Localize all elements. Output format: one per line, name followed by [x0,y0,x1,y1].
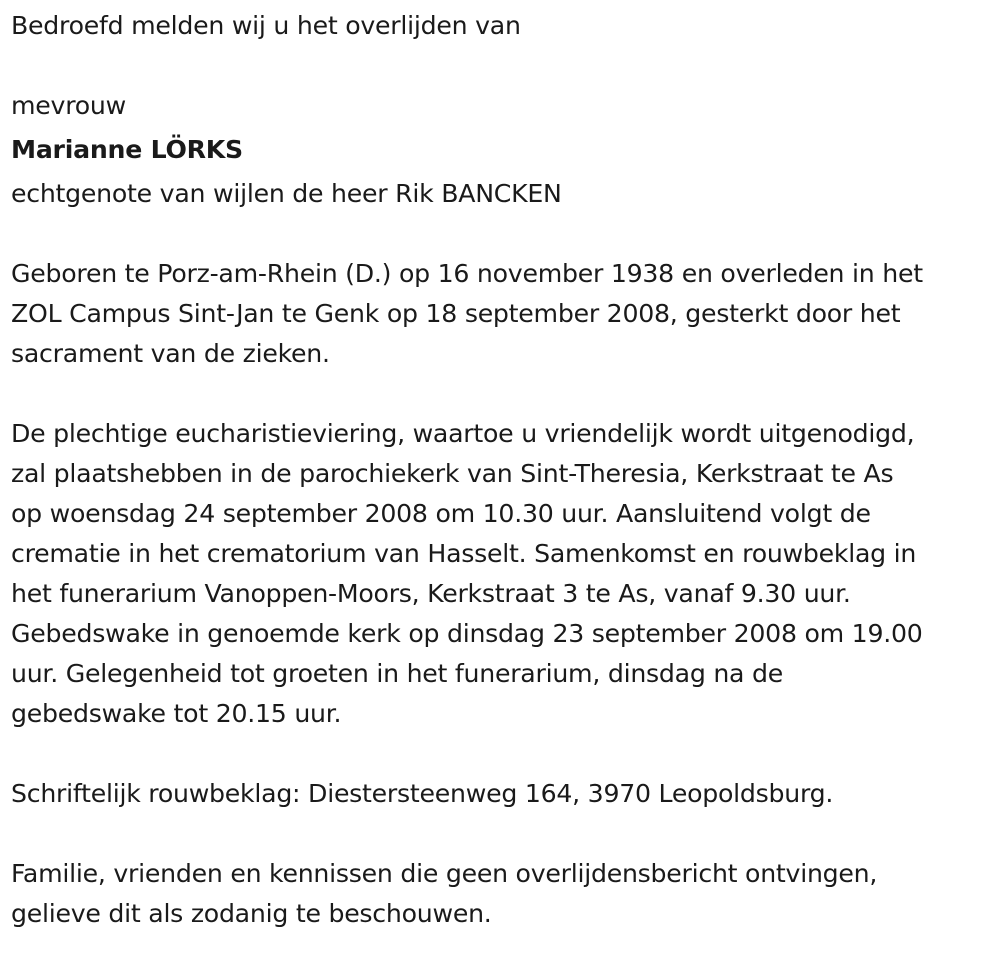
spacer [11,214,996,254]
paragraph-line: gelieve dit als zodanig te beschouwen. [11,899,492,928]
paragraph-line: gebedswake tot 20.15 uur. [11,699,342,728]
paragraph-line: De plechtige eucharistieviering, waartoe u vriendelijk wordt uitgenodigd, [11,419,915,448]
birth-paragraph [11,254,996,374]
paragraph-line: Gebedswake in genoemde kerk op dinsdag 23 september 2008 om 19.00 [11,619,923,648]
title-prefix: mevrouw [11,91,126,120]
spacer [11,46,996,86]
spacer [11,374,996,414]
paragraph-line: ZOL Campus Sint-Jan te Genk op 18 september 2008, gesterkt door het [11,299,901,328]
condolence-address: Schriftelijk rouwbeklag: Diestersteenweg 164, 3970 Leopoldsburg. [11,779,834,808]
paragraph-line: Familie, vrienden en kennissen die geen overlijdensbericht ontvingen, [11,859,878,888]
spacer [11,734,996,774]
ceremony-paragraph [11,414,996,734]
spouse-line: echtgenote van wijlen de heer Rik BANCKEN [11,179,562,208]
paragraph-line: Geboren te Porz-am-Rhein (D.) op 16 november 1938 en overleden in het [11,259,923,288]
closing-paragraph [11,854,996,934]
paragraph-line: sacrament van de zieken. [11,339,330,368]
deceased-name: Marianne LÖRKS [11,135,243,164]
paragraph-line: het funerarium Vanoppen-Moors, Kerkstraat 3 te As, vanaf 9.30 uur. [11,579,851,608]
spacer [11,814,996,854]
paragraph-line: zal plaatshebben in de parochiekerk van Sint-Theresia, Kerkstraat te As [11,459,894,488]
paragraph-line: crematie in het crematorium van Hasselt. Samenkomst en rouwbeklag in [11,539,917,568]
paragraph-line: uur. Gelegenheid tot groeten in het funerarium, dinsdag na de [11,659,783,688]
obituary-notice [11,6,996,934]
paragraph-line: op woensdag 24 september 2008 om 10.30 uur. Aansluitend volgt de [11,499,871,528]
intro-line: Bedroefd melden wij u het overlijden van [11,11,521,40]
